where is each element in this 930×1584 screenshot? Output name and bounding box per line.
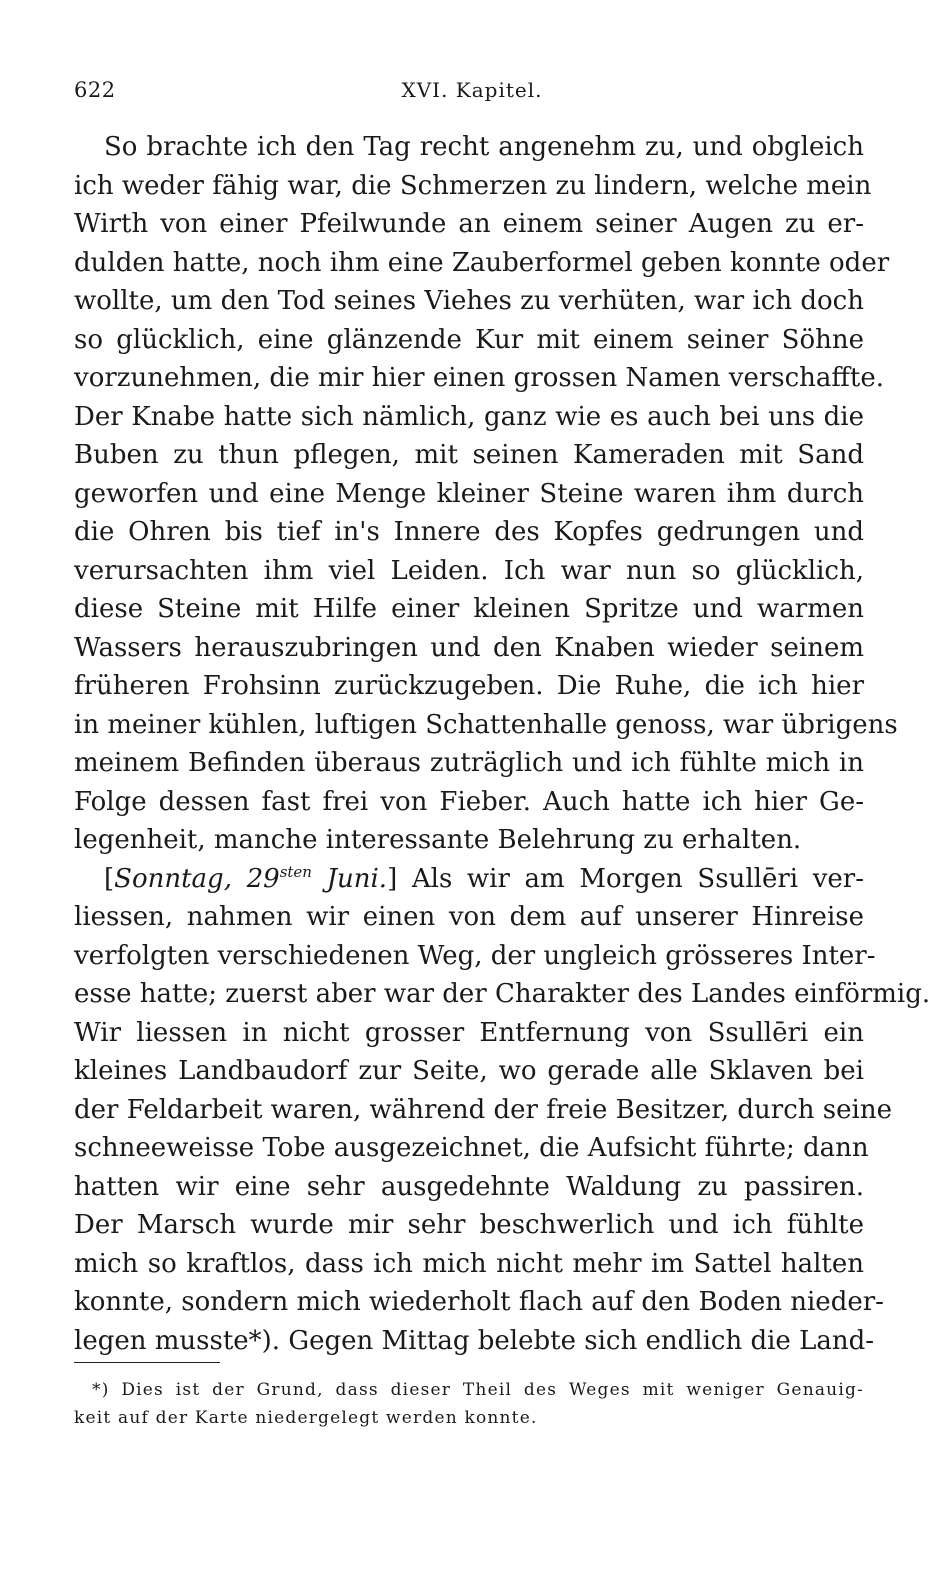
date-open-bracket: [ bbox=[104, 863, 115, 894]
text-line: liessen, nahmen wir einen von dem auf unserer Hinreise bbox=[74, 902, 864, 932]
footnote-line: *) Dies ist der Grund, dass dieser Theil des Weges mit weniger Genauig- bbox=[92, 1380, 864, 1400]
text-line: ich weder fähig war, die Schmerzen zu lindern, welche mein bbox=[74, 170, 872, 201]
text-line: geworfen und eine Menge kleiner Steine waren ihm durch bbox=[74, 478, 864, 509]
text-line: legen musste*). Gegen Mittag belebte sich endlich die Land- bbox=[74, 1325, 875, 1356]
text-line: diese Steine mit Hilfe einer kleinen Spritze und warmen bbox=[74, 594, 864, 624]
text-line: meinem Befinden überaus zuträglich und ich fühlte mich in bbox=[74, 748, 864, 778]
text-line: Wir liessen in nicht grosser Entfernung von Ssullēri ein bbox=[74, 1017, 864, 1048]
text-line: schneeweisse Tobe ausgezeichnet, die Aufsicht führte; dann bbox=[74, 1133, 869, 1163]
footnote-rule bbox=[74, 1362, 220, 1363]
text-line: hatten wir eine sehr ausgedehnte Waldung zu passiren. bbox=[74, 1171, 864, 1202]
text-line: vorzunehmen, die mir hier einen grossen Namen verschaffte. bbox=[74, 363, 884, 393]
date-entry-text: Als wir am Morgen Ssullēri ver- bbox=[397, 863, 864, 894]
running-head: XVI. Kapitel. bbox=[401, 78, 543, 102]
text-line: esse hatte; zuerst aber war der Charakter des Landes einförmig. bbox=[74, 979, 930, 1009]
text-line: legenheit, manche interessante Belehrung zu erhalten. bbox=[74, 825, 802, 855]
text-line: so glücklich, eine glänzende Kur mit einem seiner Söhne bbox=[74, 324, 864, 355]
text-line: wollte, um den Tod seines Viehes zu verhüten, war ich doch bbox=[74, 286, 864, 316]
text-line: mich so kraftlos, dass ich mich nicht mehr im Sattel halten bbox=[74, 1248, 864, 1279]
text-line: dulden hatte, noch ihm eine Zauberformel geben konnte oder bbox=[74, 247, 890, 278]
text-line: kleines Landbaudorf zur Seite, wo gerade alle Sklaven bei bbox=[74, 1056, 864, 1086]
footnote-line: keit auf der Karte niedergelegt werden konnte. bbox=[74, 1408, 538, 1428]
text-line: in meiner kühlen, luftigen Schattenhalle genoss, war übrigens bbox=[74, 709, 898, 740]
body-text bbox=[74, 128, 930, 1360]
page-number: 622 bbox=[74, 78, 116, 102]
text-line: verfolgten verschiedenen Weg, der ungleich grösseres Inter- bbox=[74, 940, 876, 971]
text-line: die Ohren bis tief in's Innere des Kopfes gedrungen und bbox=[74, 517, 864, 547]
text-line: früheren Frohsinn zurückzugeben. Die Ruhe, die ich hier bbox=[74, 671, 864, 701]
date-month: Juni. bbox=[311, 863, 388, 894]
text-line: Buben zu thun pflegen, mit seinen Kameraden mit Sand bbox=[74, 440, 864, 470]
date-close-bracket: ] bbox=[387, 863, 398, 894]
text-line: Wirth von einer Pfeilwunde an einem seiner Augen zu er- bbox=[74, 209, 864, 239]
date-day: Sonntag, 29 bbox=[114, 863, 280, 894]
text-line: Wassers herauszubringen und den Knaben wieder seinem bbox=[74, 632, 864, 663]
text-line: Der Knabe hatte sich nämlich, ganz wie es auch bei uns die bbox=[74, 401, 864, 432]
text-line: der Feldarbeit waren, während der freie Besitzer, durch seine bbox=[74, 1094, 892, 1125]
page-header bbox=[74, 78, 870, 108]
text-line: So brachte ich den Tag recht angenehm zu, und obgleich bbox=[104, 132, 864, 162]
text-line: Der Marsch wurde mir sehr beschwerlich und ich fühlte bbox=[74, 1210, 864, 1240]
text-line: verursachten ihm viel Leiden. Ich war nun so glücklich, bbox=[74, 555, 864, 586]
date-superscript: sten bbox=[279, 862, 312, 881]
footnote bbox=[74, 1376, 864, 1432]
text-line: Folge dessen fast frei von Fieber. Auch hatte ich hier Ge- bbox=[74, 786, 864, 817]
date-entry-line bbox=[74, 860, 864, 899]
text-line: konnte, sondern mich wiederholt flach auf den Boden nieder- bbox=[74, 1287, 884, 1317]
